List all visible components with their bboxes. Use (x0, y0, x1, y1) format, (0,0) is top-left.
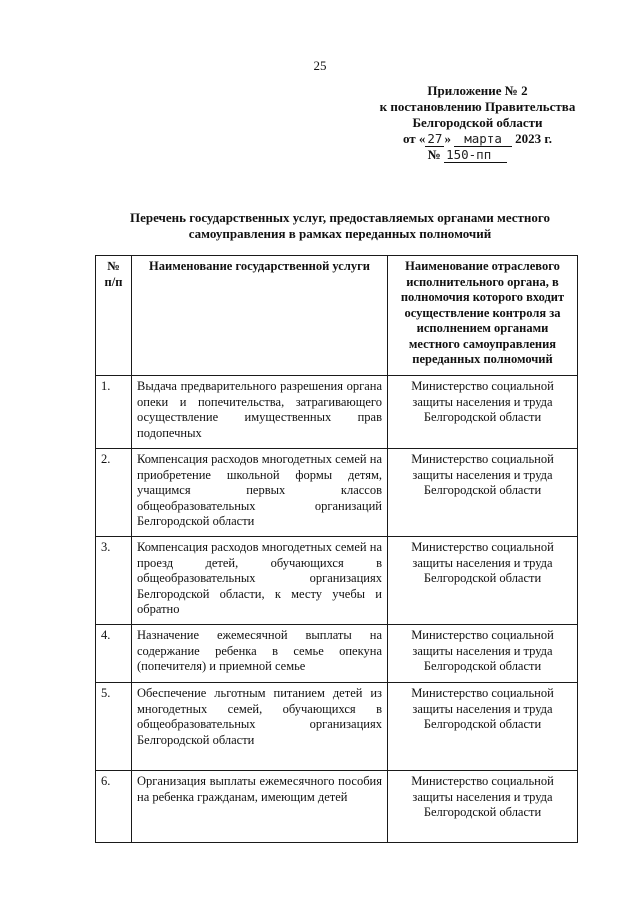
row-authority: Министерство социальной защиты населения и труда Белгородской области (388, 771, 578, 843)
appendix-date (370, 131, 585, 147)
row-authority: Министерство социальной защиты населения и труда Белгородской области (388, 625, 578, 683)
row-service: Обеспечение льготным питанием детей из многодетных семей, обучающихся в общеобразовательных организациях Белгородской области (132, 683, 388, 771)
document-title (100, 210, 580, 242)
date-prefix: от « (402, 131, 426, 146)
row-num: 1. (96, 376, 132, 449)
date-day: 27 (427, 131, 443, 146)
row-service: Организация выплаты ежемесячного пособия на ребенка гражданам, имеющим детей (132, 771, 388, 843)
row-service: Компенсация расходов многодетных семей на проезд детей, обучающихся в общеобразовательных организациях Белгородской области, к месту учебы и обратно (132, 537, 388, 625)
row-num: 6. (96, 771, 132, 843)
date-mid: » (444, 131, 451, 146)
row-service: Выдача предварительного разрешения органа опеки и попечительства, затрагивающего осуществление имущественных прав подопечных (132, 376, 388, 449)
appendix-line-1: к постановлению Правительства (379, 99, 576, 114)
row-num: 2. (96, 449, 132, 537)
number-value: 150-пп (444, 147, 507, 163)
appendix-title: Приложение № 2 (427, 83, 528, 98)
row-num: 3. (96, 537, 132, 625)
title-line-2: самоуправления в рамках переданных полномочий (188, 226, 492, 241)
row-service: Назначение ежемесячной выплаты на содержание ребенка в семье опекуна (попечителя) и приемной семье (132, 625, 388, 683)
table-row (96, 683, 578, 771)
title-line-1: Перечень государственных услуг, предоставляемых органами местного (129, 210, 550, 225)
header-num: № п/п (96, 256, 132, 376)
table-row (96, 771, 578, 843)
date-year: 2023 г. (515, 131, 553, 146)
table-row (96, 537, 578, 625)
table-row (96, 625, 578, 683)
table-header-row (96, 256, 578, 376)
row-authority: Министерство социальной защиты населения и труда Белгородской области (388, 537, 578, 625)
date-month: марта (454, 131, 512, 147)
appendix-line-2: Белгородской области (412, 115, 543, 130)
appendix-block (370, 83, 585, 163)
row-service: Компенсация расходов многодетных семей на приобретение школьной формы детям, учащимся первых классов общеобразовательных организаций Белгородской области (132, 449, 388, 537)
table-row (96, 449, 578, 537)
row-authority: Министерство социальной защиты населения и труда Белгородской области (388, 376, 578, 449)
page-number: 25 (313, 58, 327, 73)
header-authority: Наименование отраслевого исполнительного органа, в полномочия которого входит осуществление контроля за исполнением органами местного самоуправления переданных полномочий (388, 256, 578, 376)
number-prefix: № (427, 147, 441, 162)
services-table (95, 255, 578, 843)
row-authority: Министерство социальной защиты населения и труда Белгородской области (388, 683, 578, 771)
row-num: 4. (96, 625, 132, 683)
row-authority: Министерство социальной защиты населения и труда Белгородской области (388, 449, 578, 537)
appendix-number (370, 147, 585, 163)
header-service: Наименование государственной услуги (132, 256, 388, 376)
row-num: 5. (96, 683, 132, 771)
table-row (96, 376, 578, 449)
